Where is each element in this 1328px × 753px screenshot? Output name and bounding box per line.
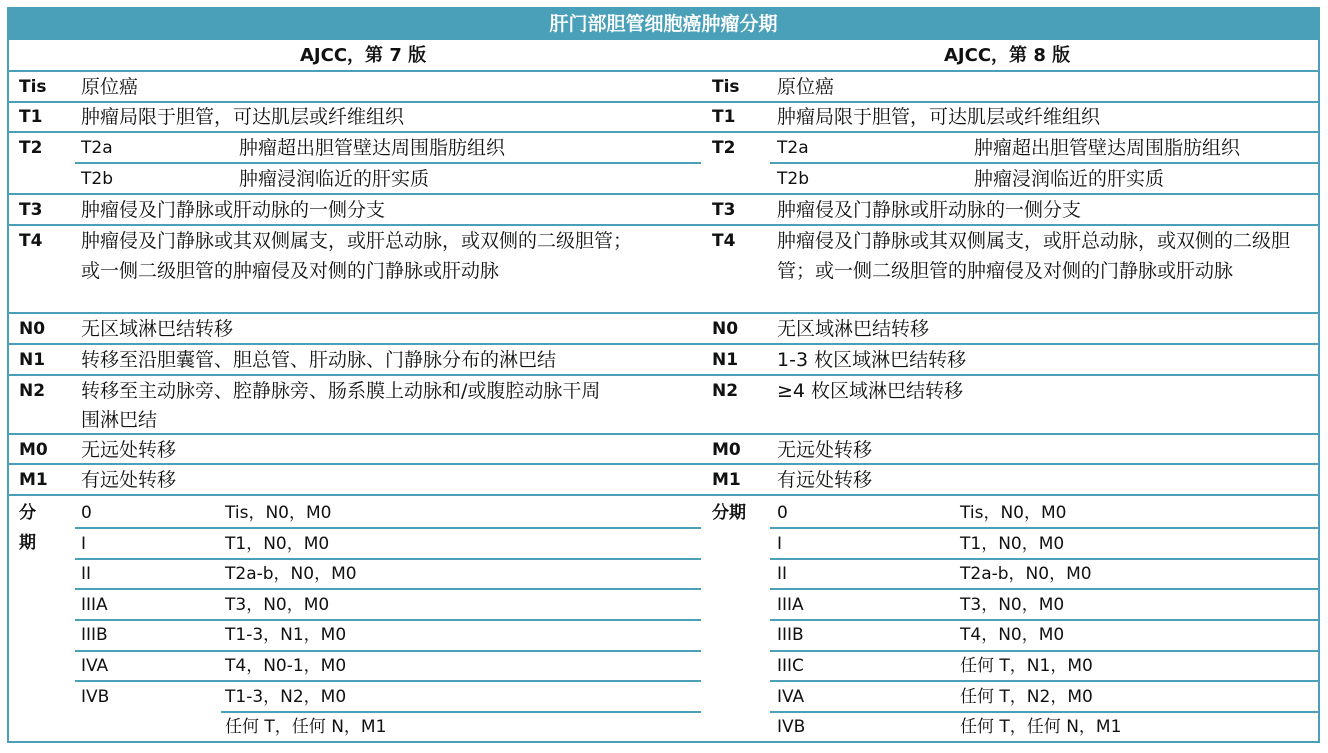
divider xyxy=(9,193,1318,195)
code-t2b: T2b xyxy=(81,169,113,189)
divider xyxy=(9,463,1318,465)
desc-n1: 1-3 枚区域淋巴结转移 xyxy=(777,349,967,371)
stage-criteria: Tis，N0，M0 xyxy=(960,503,1067,523)
desc-n2-line1: 转移至主动脉旁、腔静脉旁、肠系膜上动脉和/或腹腔动脉干周 xyxy=(81,380,601,402)
divider xyxy=(75,650,701,652)
stage-name: IIIB xyxy=(777,625,804,645)
divider xyxy=(770,619,1318,621)
divider xyxy=(9,224,1318,226)
code-t1: T1 xyxy=(712,107,736,127)
stage-name: IVA xyxy=(81,656,109,676)
desc-t2b: 肿瘤浸润临近的肝实质 xyxy=(974,168,1165,190)
divider xyxy=(9,433,1318,435)
divider xyxy=(221,711,701,713)
divider xyxy=(770,680,1318,682)
code-m0: M0 xyxy=(712,440,741,460)
code-m1: M1 xyxy=(19,470,48,490)
stage-label: 分期 xyxy=(712,503,746,523)
divider xyxy=(75,558,701,560)
stage-criteria: 任何 T，N1，M0 xyxy=(960,656,1093,676)
desc-n1: 转移至沿胆囊管、胆总管、肝动脉、门静脉分布的淋巴结 xyxy=(81,349,557,371)
code-n1: N1 xyxy=(712,350,739,370)
desc-n2: ≥4 枚区域淋巴结转移 xyxy=(777,380,964,402)
desc-t4: 肿瘤侵及门静脉或其双侧属支，或肝总动脉，或双侧的二级胆管；或一侧二级胆管的肿瘤侵及对侧的门静脉或肝动脉 xyxy=(777,230,1291,282)
code-n2: N2 xyxy=(712,381,739,401)
stage-name: 0 xyxy=(81,503,92,523)
stage-label-2: 期 xyxy=(19,533,36,553)
stage-name: IIIB xyxy=(81,625,108,645)
code-m1: M1 xyxy=(712,470,741,490)
code-t2: T2 xyxy=(712,138,736,158)
code-t2a: T2a xyxy=(81,138,113,158)
stage-name: IIIC xyxy=(777,656,804,676)
desc-t1: 肿瘤局限于胆管，可达肌层或纤维组织 xyxy=(777,106,1101,128)
desc-t3: 肿瘤侵及门静脉或肝动脉的一侧分支 xyxy=(777,199,1082,221)
code-t2a: T2a xyxy=(777,138,809,158)
stage-name: II xyxy=(777,564,788,584)
stage-criteria: T4，N0-1，M0 xyxy=(225,656,347,676)
code-tis: Tis xyxy=(712,77,740,97)
stage-name: IIIA xyxy=(777,595,804,615)
divider xyxy=(770,588,1318,590)
divider xyxy=(770,711,1318,713)
stage-criteria: Tis，N0，M0 xyxy=(225,503,332,523)
stage-criteria: 任何 T，任何 N，M1 xyxy=(225,717,387,737)
divider xyxy=(75,619,701,621)
desc-t4-line2: 或一侧二级胆管的肿瘤侵及对侧的门静脉或肝动脉 xyxy=(81,260,500,282)
code-t2b: T2b xyxy=(777,169,809,189)
divider xyxy=(770,527,1318,529)
desc-t3: 肿瘤侵及门静脉或肝动脉的一侧分支 xyxy=(81,199,386,221)
divider xyxy=(75,162,701,164)
divider xyxy=(9,343,1318,345)
divider xyxy=(770,558,1318,560)
divider xyxy=(75,680,701,682)
header-ajcc-7: AJCC，第 7 版 xyxy=(300,45,427,66)
code-n1: N1 xyxy=(19,350,46,370)
code-t4: T4 xyxy=(712,231,736,251)
divider xyxy=(770,162,1318,164)
divider xyxy=(9,374,1318,376)
divider xyxy=(770,650,1318,652)
stage-name: IVA xyxy=(777,687,805,707)
stage-name: IVB xyxy=(777,717,806,737)
divider xyxy=(75,527,701,529)
stage-criteria: T4，N0，M0 xyxy=(960,625,1065,645)
desc-t2a: 肿瘤超出胆管壁达周围脂肪组织 xyxy=(239,137,506,159)
code-t3: T3 xyxy=(19,200,43,220)
stage-criteria: T1-3，N1，M0 xyxy=(225,625,347,645)
code-t4: T4 xyxy=(19,231,43,251)
code-t1: T1 xyxy=(19,107,43,127)
desc-tis: 原位癌 xyxy=(777,76,835,98)
desc-m0: 无远处转移 xyxy=(81,439,177,461)
desc-n0: 无区域淋巴结转移 xyxy=(81,318,234,340)
stage-name: I xyxy=(777,534,783,554)
stage-name: IVB xyxy=(81,687,110,707)
divider xyxy=(9,101,1318,103)
desc-t4-line1: 肿瘤侵及门静脉或其双侧属支，或肝总动脉，或双侧的二级胆管； xyxy=(81,230,633,252)
desc-t2a: 肿瘤超出胆管壁达周围脂肪组织 xyxy=(974,137,1241,159)
stage-criteria: 任何 T，任何 N，M1 xyxy=(960,717,1122,737)
header-ajcc-8: AJCC，第 8 版 xyxy=(944,45,1071,66)
stage-criteria: 任何 T，N2，M0 xyxy=(960,687,1093,707)
stage-name: IIIA xyxy=(81,595,108,615)
divider xyxy=(9,131,1318,133)
stage-name: II xyxy=(81,564,92,584)
desc-t2b: 肿瘤浸润临近的肝实质 xyxy=(239,168,430,190)
stage-criteria: T2a-b，N0，M0 xyxy=(225,564,357,584)
code-n2: N2 xyxy=(19,381,46,401)
stage-label-1: 分 xyxy=(19,503,36,523)
stage-criteria: T3，N0，M0 xyxy=(960,595,1065,615)
stage-criteria: T1，N0，M0 xyxy=(960,534,1065,554)
desc-tis: 原位癌 xyxy=(81,76,139,98)
divider xyxy=(9,312,1318,314)
stage-criteria: T1-3，N2，M0 xyxy=(225,687,347,707)
code-n0: N0 xyxy=(19,319,46,339)
code-m0: M0 xyxy=(19,440,48,460)
code-t2: T2 xyxy=(19,138,43,158)
desc-n2-line2: 围淋巴结 xyxy=(81,409,158,431)
table-title: 肝门部胆管细胞癌肿瘤分期 xyxy=(9,9,1318,40)
divider xyxy=(9,494,1318,496)
divider xyxy=(9,70,1318,72)
desc-n0: 无区域淋巴结转移 xyxy=(777,318,930,340)
divider xyxy=(75,588,701,590)
stage-criteria: T3，N0，M0 xyxy=(225,595,330,615)
code-tis: Tis xyxy=(19,77,47,97)
code-n0: N0 xyxy=(712,319,739,339)
stage-name: I xyxy=(81,534,87,554)
stage-criteria: T1，N0，M0 xyxy=(225,534,330,554)
code-t3: T3 xyxy=(712,200,736,220)
stage-name: 0 xyxy=(777,503,788,523)
desc-m1: 有远处转移 xyxy=(81,469,177,491)
desc-t1: 肿瘤局限于胆管，可达肌层或纤维组织 xyxy=(81,106,405,128)
desc-m1: 有远处转移 xyxy=(777,469,873,491)
stage-criteria: T2a-b，N0，M0 xyxy=(960,564,1092,584)
desc-m0: 无远处转移 xyxy=(777,439,873,461)
